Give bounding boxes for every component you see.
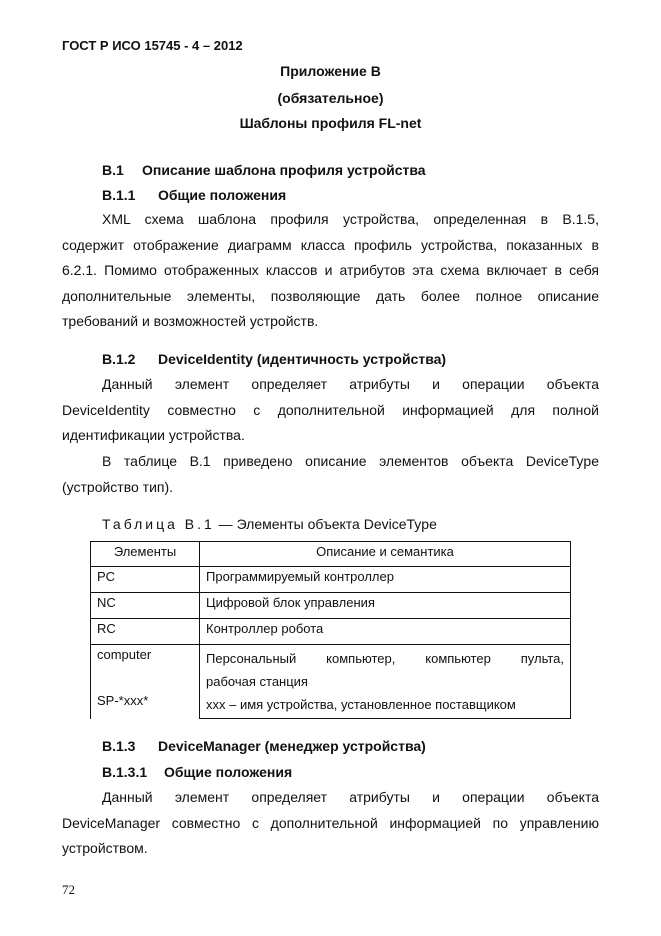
device-type-table	[90, 541, 571, 719]
table-row	[91, 645, 571, 719]
desc-line: Программируемый контроллер	[206, 569, 394, 584]
paragraph-b12-2	[62, 449, 599, 500]
heading-b131	[102, 764, 292, 780]
table-cell-element: NC	[91, 593, 200, 619]
heading-text: Общие положения	[158, 187, 287, 203]
element-label: computer	[97, 647, 152, 662]
paragraph-line: XML схема шаблона профиля устройства, определенная в В.1.5,	[102, 211, 599, 227]
desc-line: Цифровой блок управления	[206, 595, 375, 610]
heading-number: В.1.1	[102, 187, 136, 203]
table-cell-desc	[200, 645, 571, 719]
table-row	[91, 567, 571, 593]
appendix-status: (обязательное)	[277, 90, 384, 106]
paragraph-line: идентификации устройства.	[62, 427, 245, 443]
heading-text: Описание шаблона профиля устройства	[142, 162, 426, 178]
paragraph-line: дополнительные элементы, позволяющие дать более полное описание	[62, 287, 599, 304]
paragraph-line: DeviceIdentity совместно с дополнительной информацией для полной	[62, 401, 599, 418]
table-row	[91, 593, 571, 619]
desc-line: рабочая станция	[206, 674, 308, 689]
table-cell-element: PC	[91, 567, 200, 593]
paragraph-line: требований и возможностей устройств.	[62, 313, 319, 329]
standard-header: ГОСТ Р ИСО 15745 - 4 – 2012	[62, 38, 243, 53]
table-cell-desc	[200, 567, 571, 593]
table-caption	[102, 516, 437, 532]
table-header-row	[91, 542, 571, 567]
table-header-cell: Элементы	[91, 542, 200, 567]
heading-number: В.1.3	[102, 738, 136, 754]
page-number: 72	[62, 882, 75, 897]
paragraph-b131	[62, 785, 599, 862]
heading-number: В.1	[102, 162, 124, 178]
table-cell-desc	[200, 593, 571, 619]
heading-b12	[102, 351, 446, 367]
heading-text: Общие положения	[164, 764, 293, 780]
heading-b11	[102, 187, 286, 203]
desc-line: Контроллер робота	[206, 621, 324, 636]
heading-number: В.1.2	[102, 351, 136, 367]
paragraph-line: устройством.	[62, 840, 148, 856]
table-caption-prefix: Таблица В.1	[102, 516, 215, 532]
paragraph-line: содержит отображение диаграмм класса профиль устройства, показанных в	[62, 236, 599, 253]
heading-b1	[102, 162, 426, 178]
appendix-title: Приложение В	[280, 63, 381, 79]
paragraph-line: DeviceManager совместно с дополнительной информацией по управлению	[62, 814, 599, 831]
table-caption-text: — Элементы объекта DeviceType	[214, 516, 437, 532]
desc-line: Персональный компьютер, компьютер пульта,	[206, 651, 564, 666]
paragraph-line: Данный элемент определяет атрибуты и операции объекта	[102, 789, 599, 805]
heading-number: В.1.3.1	[102, 764, 148, 780]
desc-line: xxx – имя устройства, установленное поставщиком	[206, 697, 516, 712]
appendix-subtitle: Шаблоны профиля FL-net	[239, 115, 422, 131]
paragraph-line: (устройство тип).	[62, 478, 174, 495]
paragraph-line: 6.2.1. Помимо отображенных классов и атрибутов эта схема включает в себя	[62, 262, 599, 278]
table-cell-element: RC	[91, 619, 200, 645]
table-cell-element	[91, 645, 200, 719]
heading-text: DeviceIdentity (идентичность устройства)	[158, 351, 447, 367]
heading-b13	[102, 738, 426, 754]
table-cell-desc	[200, 619, 571, 645]
paragraph-b12-1	[62, 372, 599, 449]
table-header-cell: Описание и семантика	[200, 542, 571, 567]
paragraph-line: Данный элемент определяет атрибуты и операции объекта	[102, 376, 599, 392]
table-row	[91, 619, 571, 645]
element-label: SP-*xxx*	[97, 693, 149, 708]
paragraph-b11	[62, 207, 599, 335]
paragraph-line: В таблице В.1 приведено описание элементов объекта DeviceType	[102, 453, 599, 469]
heading-text: DeviceManager (менеджер устройства)	[158, 738, 426, 754]
